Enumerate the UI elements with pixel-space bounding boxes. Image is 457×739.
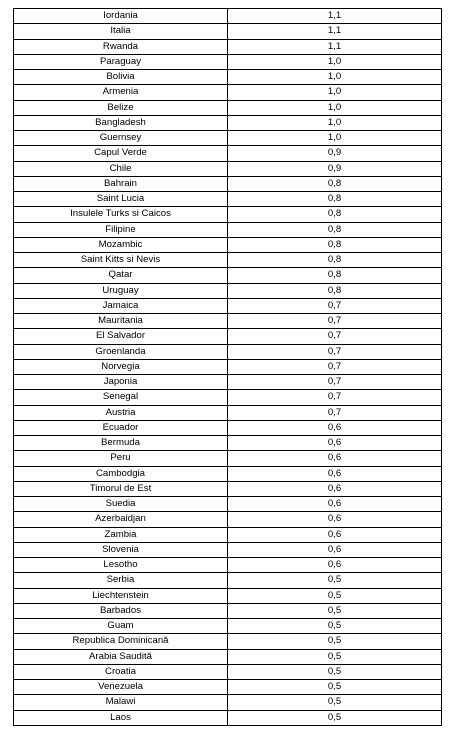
- country-cell: Filipine: [14, 222, 228, 237]
- value-cell: 1,1: [228, 39, 442, 54]
- country-cell: Arabia Saudită: [14, 649, 228, 664]
- country-cell: Bahrain: [14, 176, 228, 191]
- value-cell: 0,8: [228, 222, 442, 237]
- table-row: [14, 54, 442, 69]
- value-cell: 0,8: [228, 283, 442, 298]
- table-row: [14, 100, 442, 115]
- country-cell: Japonia: [14, 375, 228, 390]
- country-cell: Guernsey: [14, 131, 228, 146]
- value-cell: 0,7: [228, 329, 442, 344]
- value-cell: 0,7: [228, 359, 442, 374]
- value-cell: 0,5: [228, 619, 442, 634]
- table-row: [14, 375, 442, 390]
- value-cell: 0,9: [228, 146, 442, 161]
- country-cell: Bermuda: [14, 436, 228, 451]
- value-cell: 0,8: [228, 207, 442, 222]
- value-cell: 0,8: [228, 192, 442, 207]
- value-cell: 0,6: [228, 466, 442, 481]
- table-row: [14, 24, 442, 39]
- table-row: [14, 207, 442, 222]
- table-row: [14, 314, 442, 329]
- table-row: [14, 161, 442, 176]
- value-cell: 0,7: [228, 298, 442, 313]
- table-row: [14, 405, 442, 420]
- value-cell: 0,5: [228, 680, 442, 695]
- value-cell: 0,7: [228, 390, 442, 405]
- country-cell: Groenlanda: [14, 344, 228, 359]
- country-cell: Norvegia: [14, 359, 228, 374]
- table-row: [14, 420, 442, 435]
- table-row: [14, 359, 442, 374]
- value-cell: 0,7: [228, 375, 442, 390]
- table-row: [14, 680, 442, 695]
- table-row: [14, 298, 442, 313]
- table-row: [14, 70, 442, 85]
- table-row: [14, 497, 442, 512]
- country-cell: Barbados: [14, 603, 228, 618]
- country-cell: Iordania: [14, 9, 228, 24]
- table-row: [14, 695, 442, 710]
- value-cell: 1,0: [228, 115, 442, 130]
- country-cell: Venezuela: [14, 680, 228, 695]
- table-row: [14, 619, 442, 634]
- country-cell: Laos: [14, 710, 228, 725]
- country-cell: Mauritania: [14, 314, 228, 329]
- table-row: [14, 664, 442, 679]
- country-value-table: [13, 8, 442, 726]
- table-row: [14, 603, 442, 618]
- table-row: [14, 283, 442, 298]
- table-row: [14, 329, 442, 344]
- value-cell: 1,0: [228, 100, 442, 115]
- country-cell: Mozambic: [14, 237, 228, 252]
- table-row: [14, 451, 442, 466]
- country-cell: Jamaica: [14, 298, 228, 313]
- value-cell: 0,7: [228, 405, 442, 420]
- table-row: [14, 253, 442, 268]
- country-cell: Chile: [14, 161, 228, 176]
- value-cell: 1,0: [228, 131, 442, 146]
- country-cell: Guam: [14, 619, 228, 634]
- value-cell: 0,8: [228, 253, 442, 268]
- value-cell: 0,6: [228, 436, 442, 451]
- value-cell: 0,6: [228, 481, 442, 496]
- table-row: [14, 466, 442, 481]
- country-cell: Suedia: [14, 497, 228, 512]
- value-cell: 0,8: [228, 176, 442, 191]
- value-cell: 0,6: [228, 451, 442, 466]
- country-cell: Liechtenstein: [14, 588, 228, 603]
- table-row: [14, 558, 442, 573]
- country-cell: Bolivia: [14, 70, 228, 85]
- value-cell: 0,5: [228, 588, 442, 603]
- value-cell: 1,0: [228, 85, 442, 100]
- value-cell: 0,5: [228, 710, 442, 725]
- table-row: [14, 634, 442, 649]
- value-cell: 0,5: [228, 603, 442, 618]
- table-row: [14, 131, 442, 146]
- value-cell: 0,7: [228, 314, 442, 329]
- country-cell: Serbia: [14, 573, 228, 588]
- country-cell: Azerbaidjan: [14, 512, 228, 527]
- table-row: [14, 344, 442, 359]
- value-cell: 0,6: [228, 420, 442, 435]
- table-row: [14, 176, 442, 191]
- table-row: [14, 710, 442, 725]
- value-cell: 0,9: [228, 161, 442, 176]
- table-row: [14, 115, 442, 130]
- country-cell: Qatar: [14, 268, 228, 283]
- value-cell: 0,6: [228, 527, 442, 542]
- country-cell: Paraguay: [14, 54, 228, 69]
- value-cell: 1,0: [228, 70, 442, 85]
- country-cell: Bangladesh: [14, 115, 228, 130]
- value-cell: 1,1: [228, 9, 442, 24]
- country-cell: Republica Dominicană: [14, 634, 228, 649]
- country-cell: Zambia: [14, 527, 228, 542]
- country-cell: Capul Verde: [14, 146, 228, 161]
- country-cell: Uruguay: [14, 283, 228, 298]
- value-cell: 0,5: [228, 664, 442, 679]
- country-cell: Senegal: [14, 390, 228, 405]
- value-cell: 0,8: [228, 237, 442, 252]
- table-row: [14, 588, 442, 603]
- value-cell: 0,5: [228, 695, 442, 710]
- country-cell: Croatia: [14, 664, 228, 679]
- table-row: [14, 237, 442, 252]
- table-row: [14, 573, 442, 588]
- country-cell: Timorul de Est: [14, 481, 228, 496]
- table-row: [14, 542, 442, 557]
- table-row: [14, 222, 442, 237]
- table-row: [14, 9, 442, 24]
- country-cell: Insulele Turks si Caicos: [14, 207, 228, 222]
- country-cell: El Salvador: [14, 329, 228, 344]
- table-row: [14, 268, 442, 283]
- country-cell: Cambodgia: [14, 466, 228, 481]
- country-cell: Rwanda: [14, 39, 228, 54]
- table-row: [14, 527, 442, 542]
- value-cell: 0,7: [228, 344, 442, 359]
- value-cell: 0,5: [228, 649, 442, 664]
- value-cell: 0,5: [228, 634, 442, 649]
- value-cell: 0,8: [228, 268, 442, 283]
- table-row: [14, 481, 442, 496]
- country-cell: Lesotho: [14, 558, 228, 573]
- country-cell: Belize: [14, 100, 228, 115]
- country-cell: Saint Kitts si Nevis: [14, 253, 228, 268]
- value-cell: 1,1: [228, 24, 442, 39]
- value-cell: 0,6: [228, 558, 442, 573]
- country-cell: Saint Lucia: [14, 192, 228, 207]
- country-cell: Armenia: [14, 85, 228, 100]
- table-row: [14, 436, 442, 451]
- table-row: [14, 146, 442, 161]
- table-row: [14, 512, 442, 527]
- value-cell: 0,6: [228, 542, 442, 557]
- table-row: [14, 85, 442, 100]
- value-cell: 0,6: [228, 497, 442, 512]
- country-cell: Slovenia: [14, 542, 228, 557]
- country-cell: Austria: [14, 405, 228, 420]
- table-row: [14, 390, 442, 405]
- country-cell: Italia: [14, 24, 228, 39]
- table-row: [14, 649, 442, 664]
- value-cell: 0,6: [228, 512, 442, 527]
- table-row: [14, 39, 442, 54]
- table-row: [14, 192, 442, 207]
- country-cell: Ecuador: [14, 420, 228, 435]
- value-cell: 0,5: [228, 573, 442, 588]
- country-cell: Malawi: [14, 695, 228, 710]
- table-body: [14, 9, 442, 726]
- value-cell: 1,0: [228, 54, 442, 69]
- country-cell: Peru: [14, 451, 228, 466]
